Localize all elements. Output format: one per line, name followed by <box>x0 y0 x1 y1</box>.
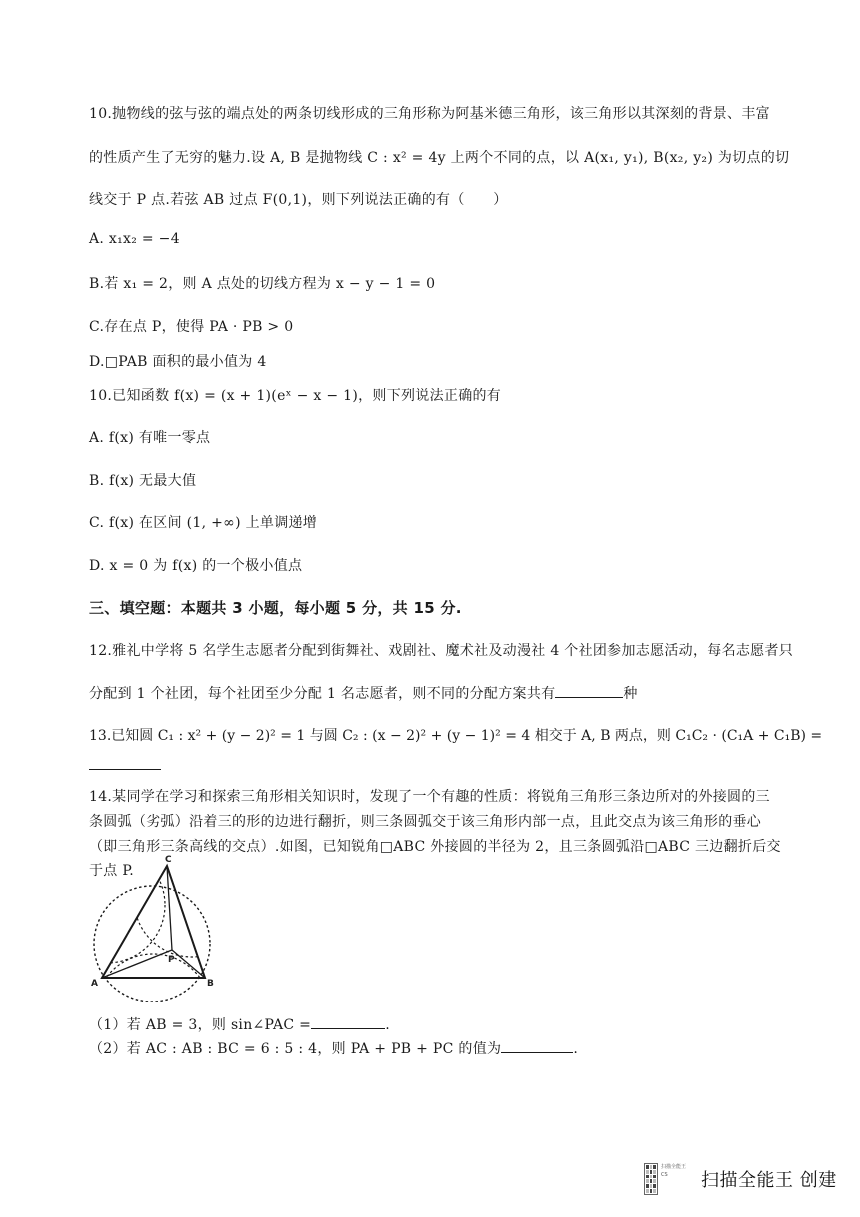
q14-line-2: 条圆弧（劣弧）沿着三的形的边进行翻折，则三条圆弧交于该三角形内部一点，且此交点为该三角形的垂心 <box>89 814 762 830</box>
q12-line-2 <box>89 683 638 703</box>
label-c: C <box>165 855 172 865</box>
q10b-stem: 10.已知函数 f(x) = (x + 1)(eˣ − x − 1)，则下列说法正确的有 <box>89 388 502 404</box>
q10a-stem-line-1: 10.抛物线的弦与弦的端点处的两条切线形成的三角形称为阿基米德三角形，该三角形以其深刻的背景、丰富 <box>89 106 770 122</box>
q12-line-1: 12.雅礼中学将 5 名学生志愿者分配到街舞社、戏剧社、魔术社及动漫社 4 个社团参加志愿活动，每名志愿者只 <box>89 643 794 659</box>
arc-ac <box>88 852 165 963</box>
q10b-option-a: A. f(x) 有唯一零点 <box>89 430 211 446</box>
q12-line-2-text: 分配到 1 个社团，每个社团至少分配 1 名志愿者，则不同的分配方案共有 <box>89 686 556 702</box>
label-p: P <box>168 955 175 965</box>
scanner-logo <box>661 1163 695 1195</box>
figure-svg <box>88 852 218 1002</box>
qr-code-icon <box>644 1163 658 1195</box>
arc-bc <box>134 852 218 957</box>
circumcircle-figure <box>88 852 218 1002</box>
q13-answer-blank <box>89 768 161 770</box>
q14-part-2-period: . <box>573 1041 579 1057</box>
q13-answer-line <box>89 758 161 774</box>
q10a-option-d: D.□PAB 面积的最小值为 4 <box>89 354 267 370</box>
q14-line-4: 于点 P. <box>89 863 134 879</box>
q10a-option-c: C.存在点 P，使得 PA · PB > 0 <box>89 319 294 335</box>
q14-part-1-blank <box>311 1027 385 1029</box>
q10b-option-c: C. f(x) 在区间 (1, +∞) 上单调递增 <box>89 515 318 531</box>
watermark-text: 扫描全能王 创建 <box>701 1170 837 1191</box>
q14-part-1 <box>89 1014 390 1034</box>
q14-part-2 <box>89 1038 578 1058</box>
q14-part-1-period: . <box>385 1017 390 1033</box>
label-b: B <box>207 979 214 989</box>
scanner-logo-mark: CS <box>661 1172 668 1178</box>
segment-pa <box>102 950 172 978</box>
scanner-logo-name: 扫描全能王 <box>661 1164 687 1170</box>
q10b-option-b: B. f(x) 无最大值 <box>89 473 197 489</box>
q10b-option-d: D. x = 0 为 f(x) 的一个极小值点 <box>89 558 303 574</box>
label-a: A <box>91 979 98 989</box>
q14-part-1-text: （1）若 AB = 3，则 sin∠PAC = <box>89 1017 312 1033</box>
triangle-abc <box>102 866 205 978</box>
q10a-stem-line-2: 的性质产生了无穷的魅力.设 A, B 是抛物线 C : x² = 4y 上两个不同的点，以 A(x₁, y₁), B(x₂, y₂) 为切点的切 <box>89 150 790 166</box>
q14-line-1: 14.某同学在学习和探索三角形相关知识时，发现了一个有趣的性质：将锐角三角形三条边所对的外接圆的三 <box>89 789 770 805</box>
scanner-watermark <box>644 1163 837 1195</box>
section-heading: 三、填空题：本题共 3 小题，每小题 5 分，共 15 分. <box>89 599 462 617</box>
q10a-stem-line-3: 线交于 P 点.若弦 AB 过点 F(0,1)，则下列说法正确的有（ ） <box>89 192 508 208</box>
folded-arcs <box>88 852 218 1002</box>
q10a-option-b: B.若 x₁ = 2，则 A 点处的切线方程为 x − y − 1 = 0 <box>89 276 436 292</box>
q14-part-2-blank <box>501 1051 573 1053</box>
q14-part-2-text: （2）若 AC : AB : BC = 6 : 5 : 4，则 PA + PB + PC 的值为 <box>89 1041 502 1057</box>
q12-answer-blank <box>555 696 623 698</box>
q10a-option-a: A. x₁x₂ = −4 <box>89 231 180 247</box>
q14-line-3: （即三角形三条高线的交点）.如图，已知锐角□ABC 外接圆的半径为 2，且三条圆弧沿□ABC 三边翻折后交 <box>89 839 781 855</box>
q13-stem: 13.已知圆 C₁ : x² + (y − 2)² = 1 与圆 C₂ : (x − 2)² + (y − 1)² = 4 相交于 A, B 两点，则 C₁C₂ · (C₁A + C₁B) = <box>89 728 823 744</box>
q12-unit: 种 <box>623 686 638 702</box>
